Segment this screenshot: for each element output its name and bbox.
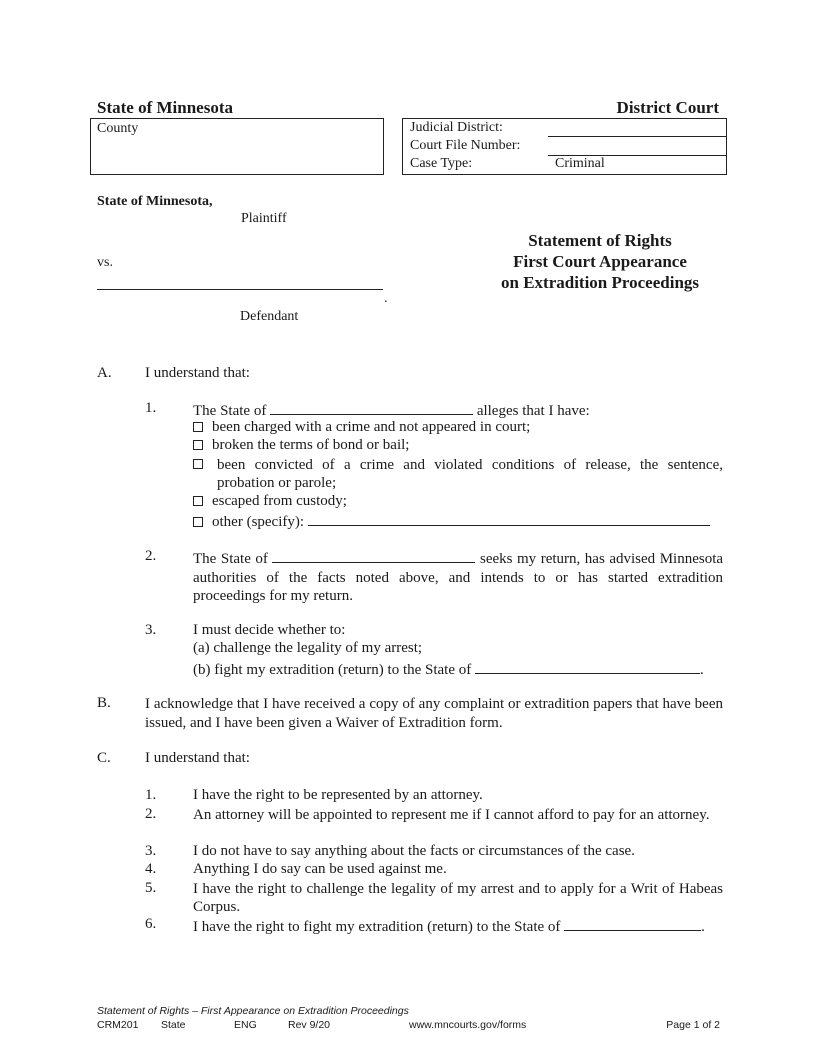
c4-number: 4. <box>145 861 157 877</box>
option-label: been convicted of a crime and violated conditions of release, the sentence, probation or parole; <box>217 457 723 491</box>
a3-number: 3. <box>145 622 157 638</box>
section-a-intro: I understand that: <box>145 365 250 381</box>
c1-text: I have the right to be represented by an attorney. <box>193 787 483 803</box>
a3-text: I must decide whether to: <box>193 622 346 638</box>
a2-statement <box>193 548 723 606</box>
other-specify-field[interactable] <box>308 511 710 526</box>
section-a-letter: A. <box>97 365 112 381</box>
checkbox[interactable] <box>193 496 203 506</box>
vs-label: vs. <box>97 255 113 270</box>
a1-post: alleges that I have: <box>476 403 590 419</box>
section-b-letter: B. <box>97 695 111 711</box>
c6-period: . <box>701 919 705 935</box>
checkbox[interactable] <box>193 459 203 469</box>
judicial-district-label: Judicial District: <box>410 120 503 135</box>
a1-number: 1. <box>145 400 157 416</box>
judicial-district-field[interactable] <box>548 136 726 137</box>
option-label: other (specify): <box>212 514 305 530</box>
c5-text: I have the right to challenge the legality of my arrest and to apply for a Writ of Habeas Corpus. <box>193 881 723 915</box>
footer-jurisdiction: State <box>161 1019 186 1031</box>
footer-form-number: CRM201 <box>97 1019 139 1031</box>
a3-state-field[interactable] <box>475 659 700 674</box>
county-label: County <box>97 121 139 136</box>
title-line-1: Statement of Rights <box>528 231 672 250</box>
option-row[interactable] <box>193 419 530 436</box>
option-row[interactable] <box>193 493 347 510</box>
court-file-number-label: Court File Number: <box>410 138 521 153</box>
a1-statement <box>193 400 723 420</box>
section-c-intro: I understand that: <box>145 750 250 766</box>
a3-option-b-text: (b) fight my extradition (return) to the State of <box>193 662 472 678</box>
footer-url[interactable]: www.mncourts.gov/forms <box>409 1019 527 1031</box>
c1-number: 1. <box>145 787 157 803</box>
option-label: escaped from custody; <box>212 493 347 509</box>
footer-page-number: Page 1 of 2 <box>666 1019 720 1031</box>
a3-option-a: (a) challenge the legality of my arrest; <box>193 640 423 656</box>
footer-title: Statement of Rights – First Appearance on Extradition Proceedings <box>97 1005 409 1017</box>
footer-revision: Rev 9/20 <box>288 1019 331 1031</box>
case-type-label: Case Type: <box>410 156 473 171</box>
title-line-2: First Court Appearance <box>513 252 687 271</box>
county-box[interactable] <box>90 118 384 175</box>
c2-text: An attorney will be appointed to represent me if I cannot afford to pay for an attorney. <box>193 807 710 823</box>
title-line-3: on Extradition Proceedings <box>500 273 700 292</box>
c2-number: 2. <box>145 806 157 822</box>
option-row[interactable] <box>193 437 409 454</box>
c6-number: 6. <box>145 916 157 932</box>
court-heading: District Court <box>616 98 719 117</box>
option-label: broken the terms of bond or bail; <box>212 437 410 453</box>
c5-number: 5. <box>145 880 157 896</box>
option-row[interactable] <box>193 456 723 492</box>
checkbox[interactable] <box>193 440 203 450</box>
section-c-letter: C. <box>97 750 111 766</box>
c6-state-field[interactable] <box>564 916 701 931</box>
form-title <box>450 230 750 293</box>
c4-text: Anything I do say can be used against me. <box>193 861 447 877</box>
defendant-name-field[interactable] <box>97 289 383 290</box>
a3-period: . <box>700 662 704 678</box>
option-row[interactable] <box>193 511 723 531</box>
case-type-value: Criminal <box>555 156 605 171</box>
c3-number: 3. <box>145 843 157 859</box>
c6-text: I have the right to fight my extradition (return) to the State of <box>193 919 561 935</box>
checkbox[interactable] <box>193 422 203 432</box>
defendant-line-period: . <box>384 291 388 306</box>
footer-language: ENG <box>234 1019 257 1031</box>
c6-statement <box>193 916 728 936</box>
case-info-box <box>402 118 727 175</box>
option-label: been charged with a crime and not appeared in court; <box>212 419 531 435</box>
c3-text: I do not have to say anything about the facts or circumstances of the case. <box>193 843 635 859</box>
plaintiff-name: State of Minnesota, <box>97 194 213 209</box>
a3-option-b <box>193 659 728 679</box>
a1-state-field[interactable] <box>270 400 473 415</box>
a1-pre: The State of <box>193 403 267 419</box>
checkbox[interactable] <box>193 517 203 527</box>
a2-pre: The State of <box>193 551 268 567</box>
section-b-text: I acknowledge that I have received a copy of any complaint or extradition papers that have been issued, and I have been given a Waiver of Extradition form. <box>145 696 723 731</box>
a2-post: seeks my return, has advised Minnesota authorities of the facts noted above, and intends to or has started extradition proceedings for my return. <box>193 551 724 604</box>
a2-number: 2. <box>145 548 157 564</box>
a2-state-field[interactable] <box>272 548 475 563</box>
state-heading: State of Minnesota <box>97 98 233 117</box>
defendant-label: Defendant <box>240 309 299 324</box>
plaintiff-label: Plaintiff <box>241 211 287 226</box>
